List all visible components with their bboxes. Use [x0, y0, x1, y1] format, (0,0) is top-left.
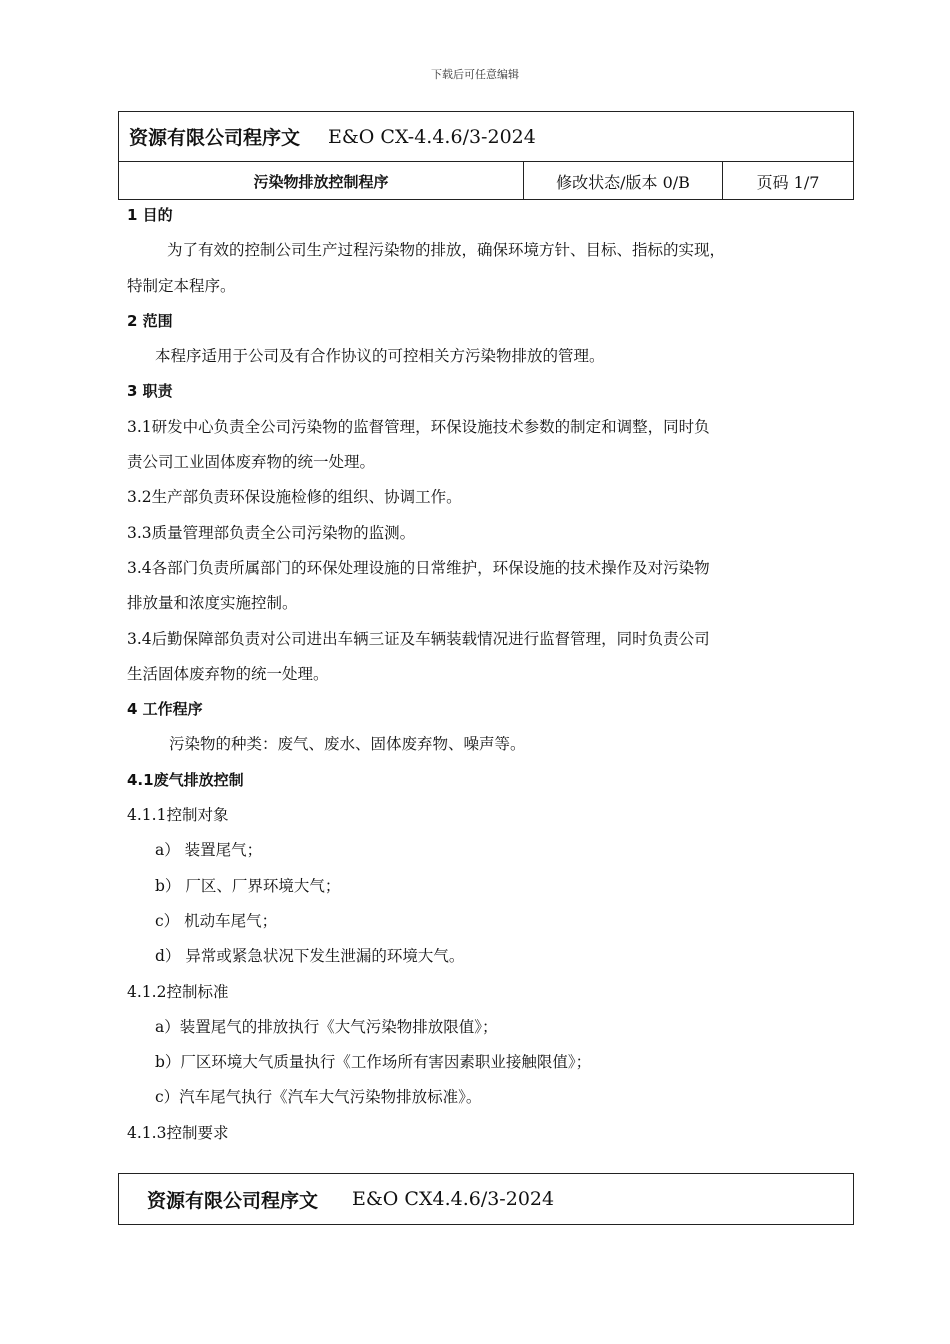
body-line: 本程序适用于公司及有合作协议的可控相关方污染物排放的管理。 [155, 347, 605, 366]
header-info-row [119, 162, 853, 200]
body-line: 4.1.2控制标准 [127, 982, 229, 1001]
header-title-row [119, 112, 853, 162]
section-heading: 1 目的 [127, 206, 173, 224]
body-line: 3.1研发中心负责全公司污染物的监督管理，环保设施技术参数的制定和调整，同时负 [127, 417, 710, 436]
document-code-next: E&O CX4.4.6/3-2024 [352, 1188, 555, 1210]
edit-note: 下载后可任意编辑 [431, 68, 519, 81]
body-line: d） 异常或紧急状况下发生泄漏的环境大气。 [155, 947, 465, 966]
body-line: 生活固体废弃物的统一处理。 [127, 664, 329, 683]
company-name-next: 资源有限公司程序文 [147, 1189, 319, 1212]
body-line: b） 厂区、厂界环境大气； [155, 876, 341, 895]
section-heading: 4 工作程序 [127, 700, 203, 719]
body-line: 3.4各部门负责所属部门的环保处理设施的日常维护，环保设施的技术操作及对污染物 [127, 558, 710, 577]
body-line: 特制定本程序。 [127, 276, 236, 295]
body-line: 污染物的种类：废气、废水、固体废弃物、噪声等。 [169, 735, 526, 754]
company-name: 资源有限公司程序文 [129, 127, 301, 149]
body-line: b）厂区环境大气质量执行《工作场所有害因素职业接触限值》； [155, 1053, 592, 1072]
document-body [127, 202, 862, 1155]
body-line: c）汽车尾气执行《汽车大气污染物排放标准》。 [155, 1088, 482, 1107]
body-line: c） 机动车尾气； [155, 911, 278, 930]
section-heading: 3 职责 [127, 382, 173, 401]
body-line: 排放量和浓度实施控制。 [127, 594, 298, 613]
document-code: E&O CX-4.4.6/3-2024 [328, 125, 536, 148]
page-number: 页码 1/7 [756, 172, 820, 192]
body-line: 为了有效的控制公司生产过程污染物的排放，确保环境方针、目标、指标的实现， [167, 241, 726, 260]
body-line: 4.1.1控制对象 [127, 806, 229, 825]
document-header-table [118, 111, 854, 200]
revision-status: 修改状态/版本 0/B [524, 162, 723, 200]
body-line: 3.4后勤保障部负责对公司进出车辆三证及车辆装载情况进行监督管理，同时负责公司 [127, 629, 710, 648]
section-heading: 4.1废气排放控制 [127, 770, 244, 789]
body-line: 3.3质量管理部负责全公司污染物的监测。 [127, 523, 416, 542]
next-page-header [118, 1173, 854, 1225]
body-line: a） 装置尾气； [155, 841, 263, 860]
body-line: a）装置尾气的排放执行《大气污染物排放限值》； [155, 1017, 498, 1036]
body-line: 3.2生产部负责环保设施检修的组织、协调工作。 [127, 488, 462, 507]
body-line: 4.1.3控制要求 [127, 1123, 229, 1142]
body-line: 责公司工业固体废弃物的统一处理。 [127, 453, 376, 472]
section-heading: 2 范围 [127, 311, 173, 330]
procedure-title: 污染物排放控制程序 [119, 162, 524, 200]
